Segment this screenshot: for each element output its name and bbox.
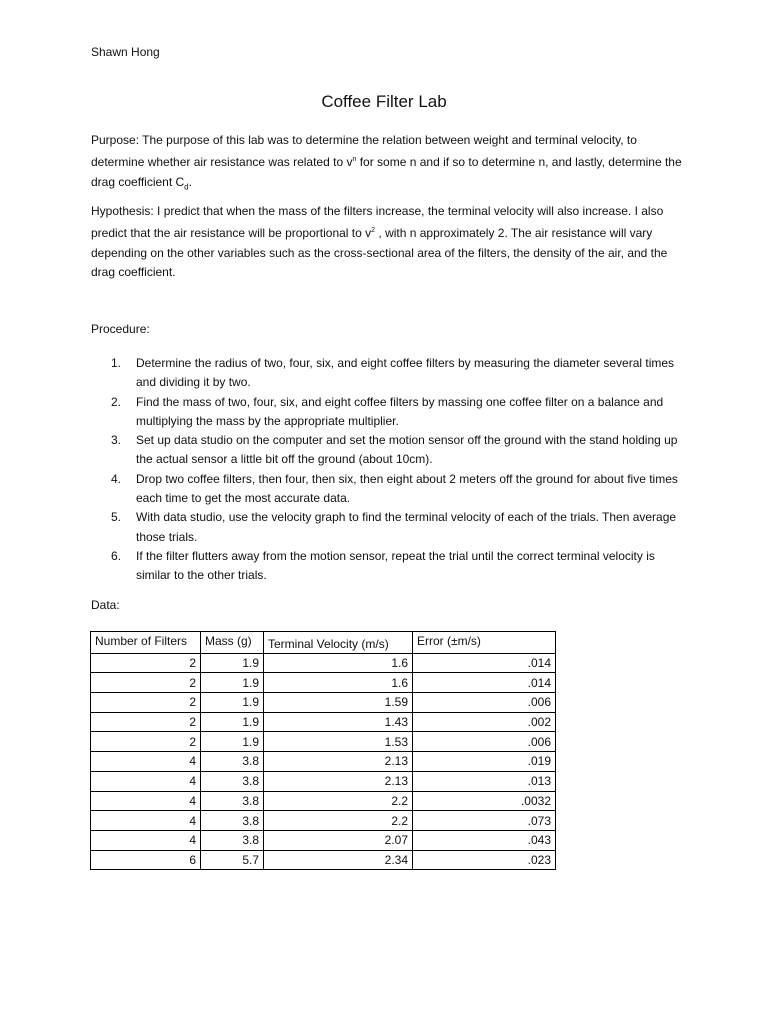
hypothesis-paragraph — [91, 202, 691, 282]
cell-error: .073 — [413, 811, 556, 831]
cell-velocity: 2.2 — [264, 791, 413, 811]
cell-mass: 3.8 — [201, 791, 264, 811]
cell-error: .006 — [413, 693, 556, 713]
cell-error: .014 — [413, 653, 556, 673]
cell-filters: 6 — [91, 850, 201, 870]
step-text: Find the mass of two, four, six, and eight coffee filters by massing one coffee filter on a balance and multiplying the mass by the appropriate multiplier. — [136, 394, 664, 428]
cell-mass: 1.9 — [201, 693, 264, 713]
purpose-text-3: . — [188, 174, 192, 189]
header-terminal-velocity: Terminal Velocity (m/s) — [264, 632, 413, 654]
step-number: 2. — [111, 394, 122, 409]
procedure-step — [91, 470, 691, 509]
data-table — [90, 631, 556, 870]
cell-velocity: 1.6 — [264, 673, 413, 693]
header-mass: Mass (g) — [201, 632, 264, 654]
purpose-subscript: d — [184, 181, 189, 191]
cell-filters: 4 — [91, 811, 201, 831]
cell-mass: 1.9 — [201, 732, 264, 752]
procedure-list — [91, 354, 691, 586]
cell-velocity: 2.07 — [264, 830, 413, 850]
cell-error: .006 — [413, 732, 556, 752]
author-name: Shawn Hong — [91, 45, 160, 59]
table-row — [91, 673, 556, 693]
table-row — [91, 653, 556, 673]
cell-velocity: 1.6 — [264, 653, 413, 673]
table-row — [91, 791, 556, 811]
hypothesis-text-1: Hypothesis: I predict that when the mass of the filters increase, the terminal velocity will also increase. I also predict that the air resistance will be proportional to v — [91, 204, 664, 241]
cell-filters: 2 — [91, 732, 201, 752]
purpose-text-1: Purpose: The purpose of this lab was to determine the relation between weight and terminal velocity, to determine whether air resistance was related to v — [91, 133, 637, 170]
cell-velocity: 1.53 — [264, 732, 413, 752]
step-text: Drop two coffee filters, then four, then six, then eight about 2 meters off the ground for about five times each time to get the most accurate data. — [136, 471, 678, 506]
cell-mass: 3.8 — [201, 811, 264, 831]
table-row — [91, 830, 556, 850]
step-number: 5. — [111, 510, 122, 525]
data-heading: Data: — [91, 598, 120, 612]
cell-error: .002 — [413, 712, 556, 732]
cell-mass: 3.8 — [201, 830, 264, 850]
cell-filters: 4 — [91, 752, 201, 772]
purpose-paragraph — [91, 131, 691, 196]
purpose-text-2: for some n and if so to determine n, and lastly, determine the drag coefficient C — [91, 155, 682, 189]
table-header-row — [91, 632, 556, 654]
cell-mass: 3.8 — [201, 771, 264, 791]
step-text: Set up data studio on the computer and set the motion sensor off the ground with the stand holding up the actual sensor a little bit off the ground (about 10cm). — [136, 433, 678, 467]
cell-mass: 1.9 — [201, 673, 264, 693]
step-number: 3. — [111, 433, 122, 448]
table-row — [91, 752, 556, 772]
cell-mass: 3.8 — [201, 752, 264, 772]
step-text: If the filter flutters away from the motion sensor, repeat the trial until the correct terminal velocity is similar to the other trials. — [136, 548, 655, 583]
cell-filters: 2 — [91, 693, 201, 713]
header-number-of-filters: Number of Filters — [91, 632, 201, 654]
step-number: 4. — [111, 471, 122, 486]
procedure-step — [91, 547, 691, 586]
hypothesis-superscript: 2 — [371, 227, 376, 235]
table-row — [91, 712, 556, 732]
cell-error: .043 — [413, 830, 556, 850]
step-text: Determine the radius of two, four, six, and eight coffee filters by measuring the diameter several times and dividing it by two. — [136, 356, 675, 390]
table-row — [91, 811, 556, 831]
cell-filters: 2 — [91, 653, 201, 673]
step-number: 1. — [111, 356, 122, 370]
cell-filters: 4 — [91, 771, 201, 791]
cell-velocity: 2.13 — [264, 771, 413, 791]
cell-filters: 4 — [91, 830, 201, 850]
cell-mass: 1.9 — [201, 712, 264, 732]
cell-mass: 5.7 — [201, 850, 264, 870]
cell-error: .023 — [413, 850, 556, 870]
procedure-step — [91, 508, 691, 547]
cell-filters: 4 — [91, 791, 201, 811]
procedure-step — [91, 431, 691, 470]
cell-velocity: 2.34 — [264, 850, 413, 870]
page-title: Coffee Filter Lab — [321, 92, 447, 111]
purpose-superscript: n — [352, 156, 357, 164]
table-row — [91, 732, 556, 752]
cell-filters: 2 — [91, 712, 201, 732]
cell-velocity: 1.43 — [264, 712, 413, 732]
procedure-heading: Procedure: — [91, 322, 150, 336]
cell-velocity: 2.13 — [264, 752, 413, 772]
hypothesis-text-2: , with n approximately 2. The air resistance will vary depending on the other variables such as the cross-sectional area of the filters, the density of the air, and the drag coefficient. — [91, 226, 668, 279]
header-error: Error (±m/s) — [413, 632, 556, 654]
table-row — [91, 693, 556, 713]
cell-error: .013 — [413, 771, 556, 791]
cell-mass: 1.9 — [201, 653, 264, 673]
step-text: With data studio, use the velocity graph to find the terminal velocity of each of the trials. Then average those trials. — [136, 510, 677, 544]
cell-error: .0032 — [413, 791, 556, 811]
cell-filters: 2 — [91, 673, 201, 693]
table-row — [91, 771, 556, 791]
procedure-step — [91, 393, 691, 432]
cell-error: .014 — [413, 673, 556, 693]
procedure-step — [91, 354, 691, 393]
cell-velocity: 1.59 — [264, 693, 413, 713]
cell-error: .019 — [413, 752, 556, 772]
cell-velocity: 2.2 — [264, 811, 413, 831]
step-number: 6. — [111, 548, 122, 563]
table-row — [91, 850, 556, 870]
